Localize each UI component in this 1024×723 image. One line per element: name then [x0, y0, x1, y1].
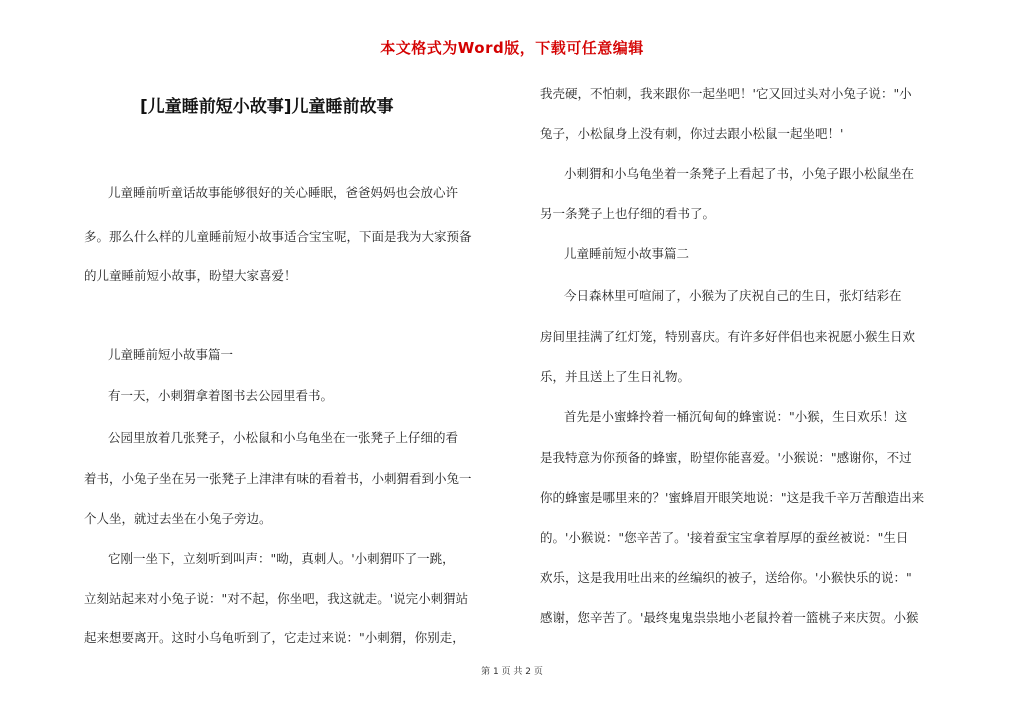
- paragraph-line: 我壳硬，不怕刺，我来跟你一起坐吧！'它又回过头对小兔子说："小: [540, 86, 912, 101]
- section-heading: 儿童睡前短小故事篇一: [108, 347, 234, 362]
- paragraph-line: 首先是小蜜蜂拎着一桶沉甸甸的蜂蜜说："小猴，生日欢乐！这: [564, 409, 908, 424]
- paragraph-line: 你的蜂蜜是哪里来的？'蜜蜂眉开眼笑地说："这是我千辛万苦酿造出来: [540, 490, 925, 505]
- paragraph-line: 欢乐，这是我用吐出来的丝编织的被子，送给你。'小猴快乐的说：": [540, 570, 912, 585]
- paragraph-line: 另一条凳子上也仔细的看书了。: [540, 206, 716, 221]
- paragraph-line: 今日森林里可喧闹了，小猴为了庆祝自己的生日，张灯结彩在: [564, 288, 902, 303]
- paragraph-line: 乐，并且送上了生日礼物。: [540, 369, 691, 384]
- paragraph-line: 是我特意为你预备的蜂蜜，盼望你能喜爱。'小猴说："感谢你，不过: [540, 450, 912, 465]
- paragraph-line: 立刻站起来对小兔子说："对不起，你坐吧，我这就走。'说完小刺猬站: [84, 591, 469, 606]
- paragraph-line: 个人坐，就过去坐在小兔子旁边。: [84, 511, 272, 526]
- section-heading: 儿童睡前短小故事篇二: [564, 246, 690, 261]
- paragraph-line: 公园里放着几张凳子，小松鼠和小乌龟坐在一张凳子上仔细的看: [108, 430, 459, 445]
- paragraph-line: 的儿童睡前短小故事，盼望大家喜爱！: [84, 268, 297, 283]
- paragraph-line: 着书，小兔子坐在另一张凳子上津津有味的看着书，小刺猬看到小兔一: [84, 471, 472, 486]
- page-number: 第 1 页 共 2 页: [481, 667, 543, 677]
- paragraph-line: 它刚一坐下，立刻听到叫声："呦，真刺人。'小刺猬吓了一跳，: [108, 551, 455, 566]
- paragraph-line: 有一天，小刺猬拿着图书去公园里看书。: [108, 388, 334, 403]
- paragraph-line: 小刺猬和小乌龟坐着一条凳子上看起了书，小兔子跟小松鼠坐在: [564, 166, 915, 181]
- paragraph-line: 多。那么什么样的儿童睡前短小故事适合宝宝呢，下面是我为大家预备: [84, 229, 472, 244]
- download-banner: 本文格式为Word版，下载可任意编辑: [380, 39, 644, 57]
- paragraph-line: 房间里挂满了红灯笼，特别喜庆。有许多好伴侣也来祝愿小猴生日欢: [540, 329, 916, 344]
- paragraph-line: 的。'小猴说："您辛苦了。'接着蚕宝宝拿着厚厚的蚕丝被说："生日: [540, 530, 909, 545]
- paragraph-line: 兔子，小松鼠身上没有刺，你过去跟小松鼠一起坐吧！': [540, 126, 844, 141]
- paragraph-line: 起来想要离开。这时小乌龟听到了，它走过来说："小刺猬，你别走，: [84, 630, 465, 645]
- page-title: [儿童睡前短小故事]儿童睡前故事: [140, 97, 394, 117]
- paragraph-line: 感谢，您辛苦了。'最终鬼鬼祟祟地小老鼠拎着一篮桃子来庆贺。小猴: [540, 610, 919, 625]
- paragraph-line: 儿童睡前听童话故事能够很好的关心睡眠，爸爸妈妈也会放心许: [108, 185, 459, 200]
